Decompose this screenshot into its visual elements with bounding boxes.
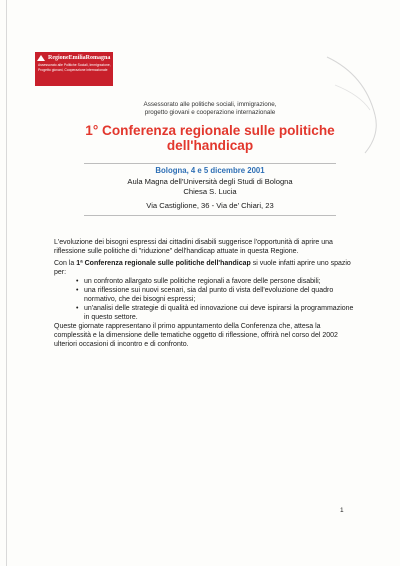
scan-edge-line — [6, 0, 7, 566]
divider-top — [84, 163, 336, 164]
logo-subtitle-1: Assessorato alle Politiche Sociali, Immigrazione, — [38, 63, 111, 67]
logo-title: RegioneEmiliaRomagna — [48, 55, 111, 61]
event-address: Via Castiglione, 36 - Via de' Chiari, 23 — [146, 201, 274, 210]
list-item: • un confronto allargato sulle politiche regionali a favore delle persone disabili; — [76, 278, 321, 285]
divider-bottom — [84, 215, 336, 216]
event-date: Bologna, 4 e 5 dicembre 2001 — [155, 166, 265, 175]
body-text — [54, 238, 354, 349]
paragraph-intro: L'evoluzione dei bisogni espressi dai cittadini disabili suggerisce l'opportunità di aprire una riflessione sulle politiche di "riduzione" dell'handicap attuate in questa Regione. — [54, 239, 333, 255]
goals-list — [54, 277, 354, 322]
logo-subtitle-2: Progetto giovani, Cooperazione internazionale — [38, 68, 108, 72]
bullet-icon: • — [76, 305, 79, 312]
list-item: • una riflessione sui nuovi scenari, sia dal punto di vista dell'evoluzione del quadro normativo, che dei bisogni espressi; — [76, 287, 334, 303]
list-item: • un'analisi delle strategie di qualità ed innovazione cui deve ispirarsi la programmazione in questo settore. — [76, 305, 354, 321]
page-number: 1 — [340, 507, 344, 514]
assessorato-heading: Assessorato alle politiche sociali, immigrazione, progetto giovani e cooperazione internazionale — [143, 101, 277, 116]
regione-logo — [35, 52, 113, 86]
event-venue: Aula Magna dell'Università degli Studi di Bologna Chiesa S. Lucia — [127, 177, 293, 196]
bullet-icon: • — [76, 278, 79, 285]
regione-flag-icon — [37, 55, 45, 61]
page-title: 1° Conferenza regionale sulle politiche dell'handicap — [85, 123, 335, 153]
paragraph-conference: Con la 1ª Conferenza regionale sulle politiche dell'handicap si vuole infatti aprire uno spazio per: — [54, 260, 351, 276]
paragraph-closing: Queste giornate rappresentano il primo appuntamento della Conferenza che, attesa la complessità e la dimensione delle tematiche oggetto di riflessione, offrirà nel corso del 2002 ulteriori occasioni di incontro e di confronto. — [54, 323, 338, 348]
conference-name: 1ª Conferenza regionale sulle politiche dell'handicap — [76, 260, 251, 267]
bullet-icon: • — [76, 287, 79, 294]
